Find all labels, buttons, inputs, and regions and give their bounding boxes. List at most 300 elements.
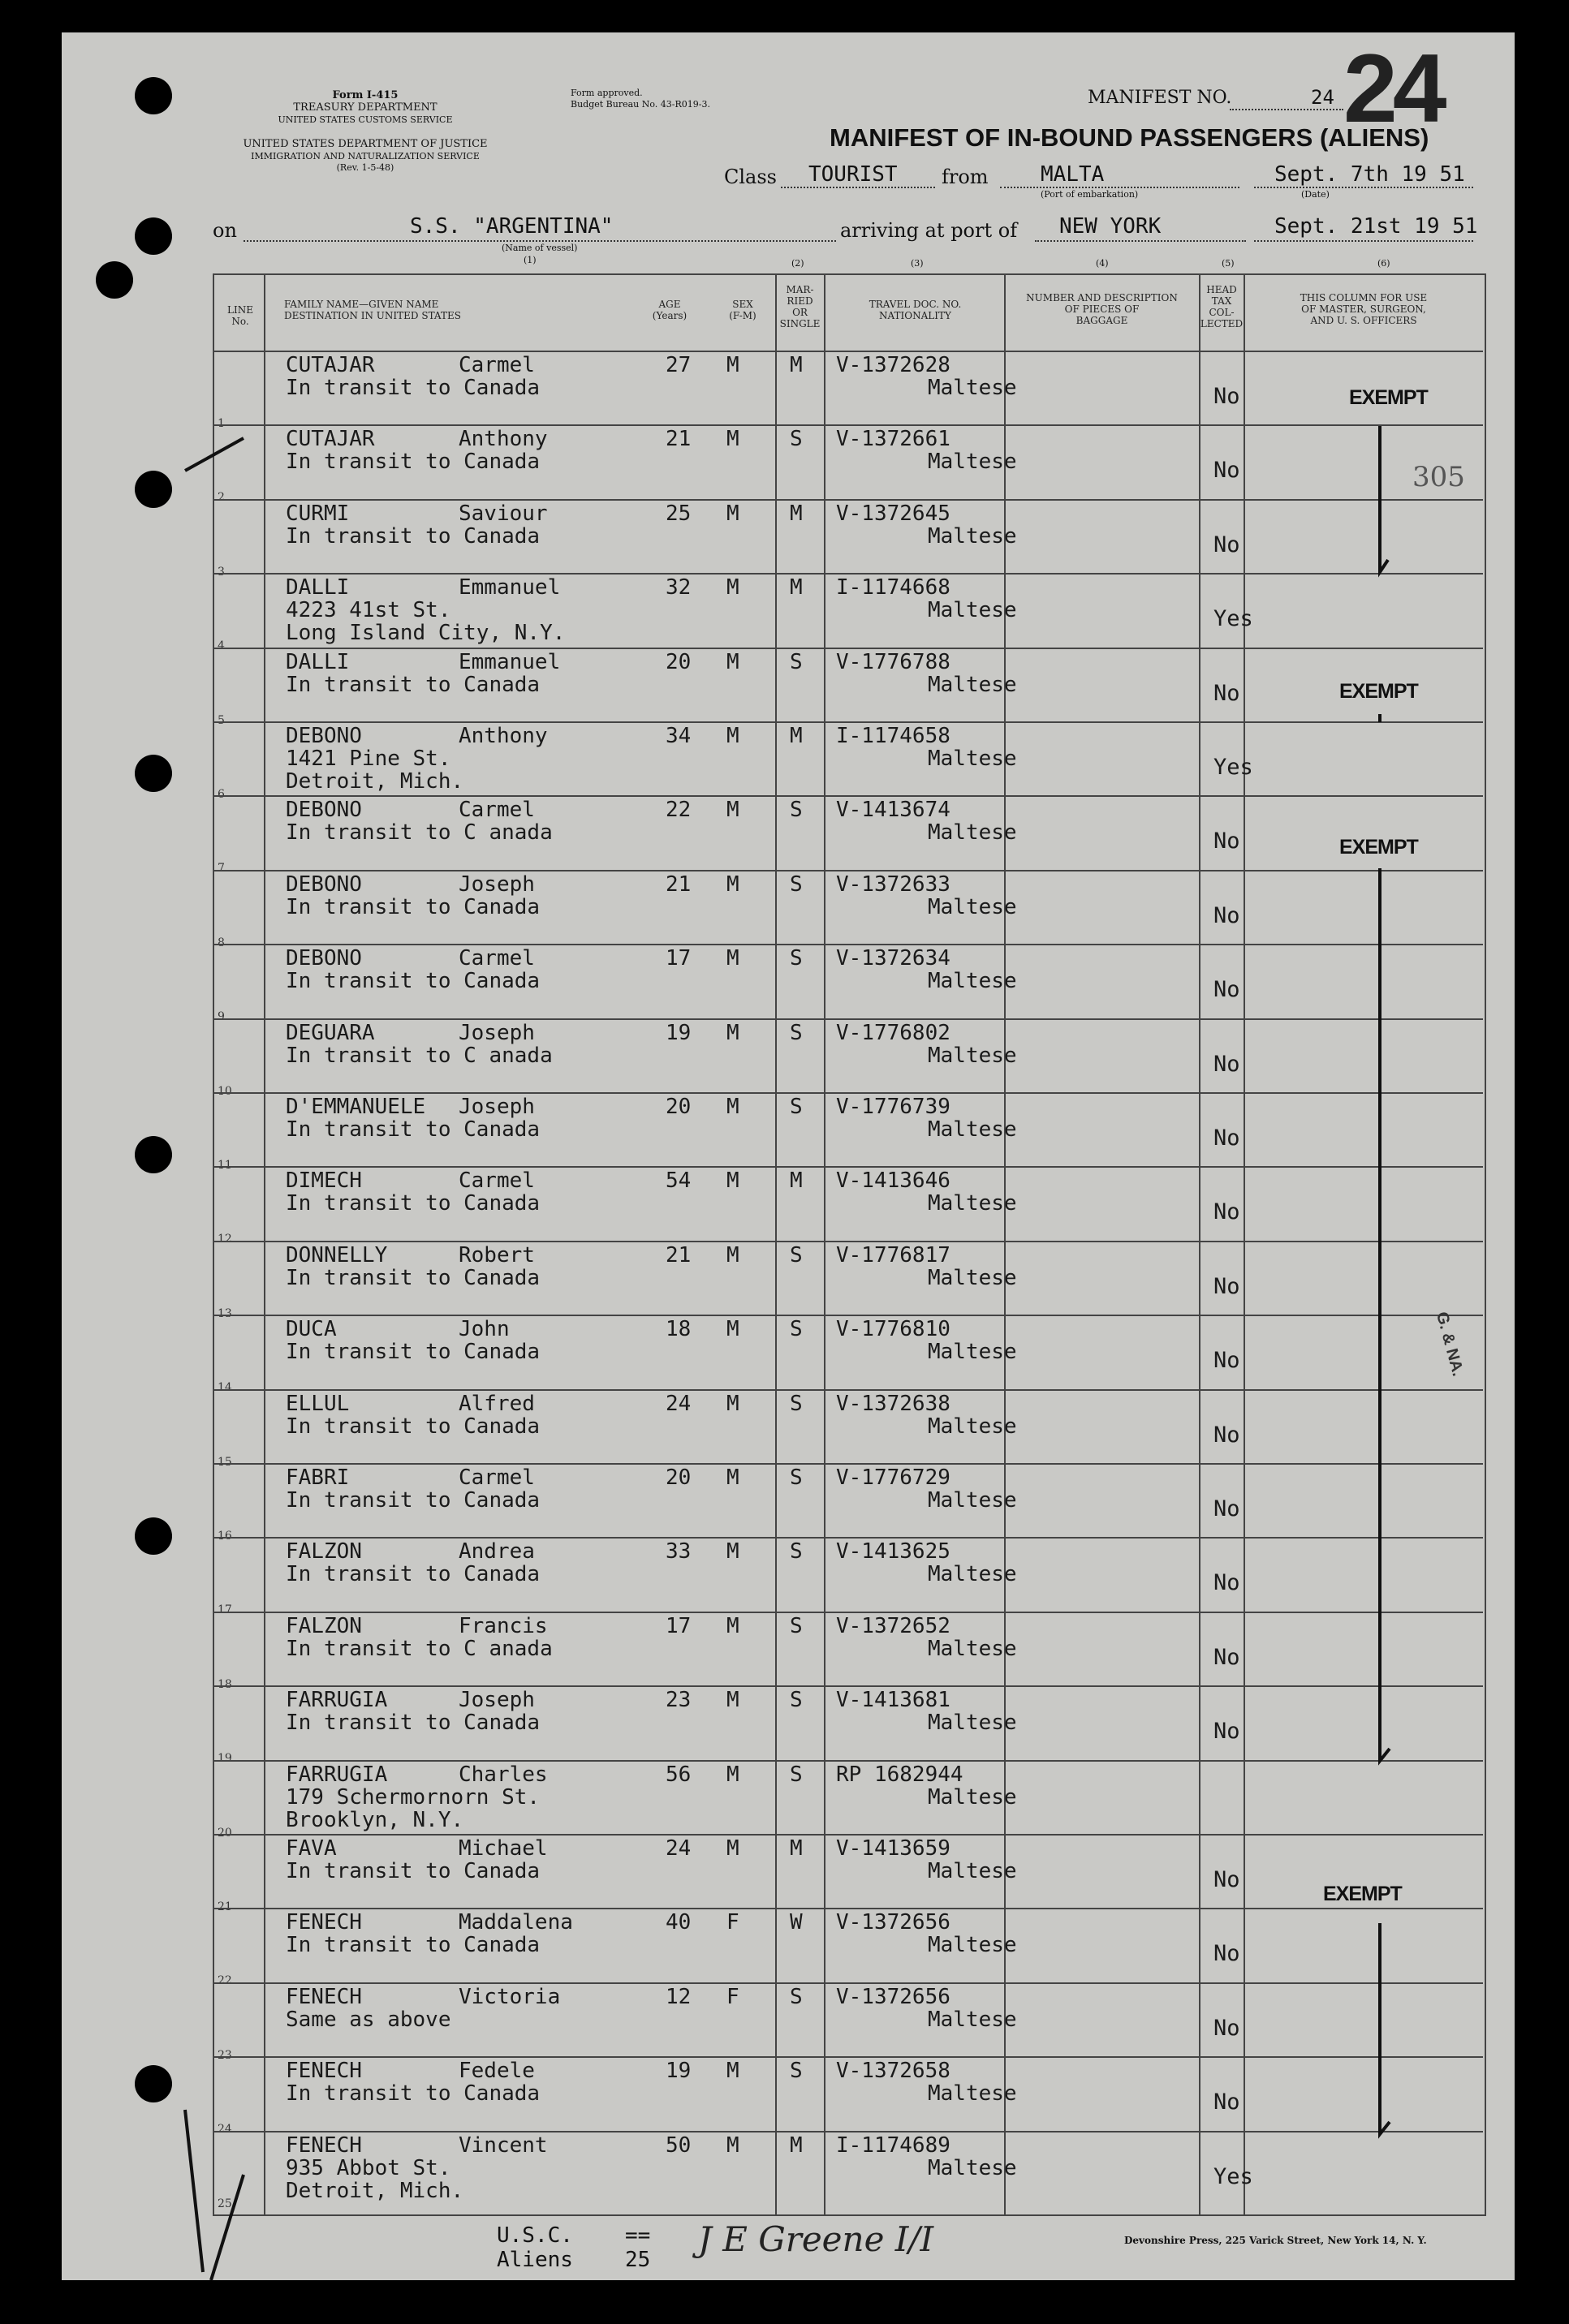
usc-value: ==: [625, 2223, 651, 2248]
travel-doc-no: V-1776810: [836, 1317, 950, 1342]
customs-service: UNITED STATES CUSTOMS SERVICE: [278, 114, 453, 125]
sex: M: [726, 1539, 739, 1564]
line-number: 5: [218, 713, 225, 727]
col-head-tax: HEAD TAX COL- LECTED: [1200, 284, 1244, 329]
head-tax: No: [1213, 977, 1240, 1003]
col-officers: THIS COLUMN FOR USE OF MASTER, SURGEON, AND U. S. OFFICERS: [1300, 292, 1428, 326]
line-number: 25: [218, 2197, 232, 2210]
age: 17: [666, 1613, 692, 1638]
travel-doc-no: V-1776739: [836, 1095, 950, 1119]
destination-line2: Long Island City, N.Y.: [286, 621, 566, 646]
destination: In transit to Canada: [286, 672, 541, 697]
sex: M: [726, 353, 739, 377]
family-name: DONNELLY: [286, 1242, 388, 1267]
marital-status: M: [790, 1836, 803, 1861]
destination: In transit to Canada: [286, 1933, 541, 1958]
marital-status: M: [790, 353, 803, 377]
marital-status: S: [790, 1465, 803, 1490]
travel-doc-no: V-1413674: [836, 798, 950, 823]
destination: In transit to Canada: [286, 1562, 541, 1587]
family-name: ELLUL: [286, 1391, 350, 1416]
aliens-value: 25: [625, 2248, 651, 2272]
destination: In transit to Canada: [286, 450, 541, 475]
nationality: Maltese: [928, 1711, 1017, 1736]
destination: In transit to Canada: [286, 1414, 541, 1439]
line-number: 3: [218, 565, 225, 579]
given-name: Anthony: [459, 724, 548, 748]
travel-doc-no: V-1413646: [836, 1168, 950, 1194]
family-name: FALZON: [286, 1539, 362, 1564]
age: 17: [666, 946, 692, 971]
sex: M: [726, 1391, 739, 1416]
travel-doc-no: V-1776788: [836, 649, 950, 674]
line-number: 23: [218, 2048, 232, 2062]
sex: M: [726, 946, 739, 971]
age: 32: [666, 575, 692, 600]
sex: M: [726, 501, 739, 526]
exempt-bracket: [1380, 1923, 1390, 2134]
age: 24: [666, 1391, 692, 1416]
line-number: 19: [218, 1752, 232, 1766]
age: 27: [666, 353, 692, 377]
nationality: Maltese: [928, 2007, 1017, 2032]
age: 20: [666, 649, 692, 674]
class-label: Class: [724, 166, 777, 188]
nationality: Maltese: [928, 672, 1017, 697]
sex: M: [726, 1613, 739, 1638]
sex: F: [726, 1910, 739, 1935]
family-name: DALLI: [286, 649, 350, 674]
destination-line2: Detroit, Mich.: [286, 2178, 464, 2203]
age: 20: [666, 1465, 692, 1490]
given-name: Carmel: [459, 946, 535, 971]
destination: In transit to Canada: [286, 894, 541, 919]
head-tax: No: [1213, 680, 1240, 706]
given-name: Andrea: [459, 1539, 535, 1564]
given-name: Emmanuel: [459, 575, 561, 600]
line-number: 22: [218, 1974, 232, 1988]
given-name: Fedele: [459, 2059, 535, 2084]
line-number: 21: [218, 1900, 232, 1913]
vessel-name: S.S. "ARGENTINA": [410, 214, 614, 239]
age: 21: [666, 427, 692, 452]
family-name: FARRUGIA: [286, 1688, 388, 1713]
age: 22: [666, 798, 692, 823]
manifest-no-label: MANIFEST NO.: [1088, 88, 1232, 108]
age: 33: [666, 1539, 692, 1564]
marital-status: M: [790, 724, 803, 748]
given-name: Carmel: [459, 1465, 535, 1490]
form-approved: Form approved.: [571, 88, 643, 98]
age: 23: [666, 1688, 692, 1713]
family-name: CUTAJAR: [286, 353, 375, 377]
sex: M: [726, 1020, 739, 1045]
given-name: Carmel: [459, 1168, 535, 1194]
head-tax: No: [1213, 1867, 1240, 1892]
sex: M: [726, 872, 739, 897]
given-name: Alfred: [459, 1391, 535, 1416]
destination: In transit to Canada: [286, 376, 541, 400]
marital-status: S: [790, 1391, 803, 1416]
line-number: 2: [218, 491, 225, 505]
justice-department: UNITED STATES DEPARTMENT OF JUSTICE: [243, 138, 488, 150]
marital-status: S: [790, 1539, 803, 1564]
nationality: Maltese: [928, 1784, 1017, 1810]
arrival-port: NEW YORK: [1059, 214, 1162, 239]
family-name: FENECH: [286, 1910, 362, 1935]
destination: In transit to Canada: [286, 523, 541, 549]
destination: In transit to C anada: [286, 820, 553, 846]
given-name: Carmel: [459, 798, 535, 823]
given-name: Maddalena: [459, 1910, 573, 1935]
given-name: Victoria: [459, 1984, 561, 2009]
family-name: DEBONO: [286, 946, 362, 971]
age: 19: [666, 2059, 692, 2084]
budget-bureau: Budget Bureau No. 43-R019-3.: [571, 99, 711, 110]
head-tax: No: [1213, 1051, 1240, 1077]
col-name-destination: FAMILY NAME—GIVEN NAME DESTINATION IN UNITED STATES: [284, 299, 461, 321]
age: 25: [666, 501, 692, 526]
from-value: MALTA: [1041, 162, 1105, 187]
family-name: FAVA: [286, 1836, 337, 1861]
exempt-stamp: EXEMPT: [1349, 386, 1428, 409]
nationality: Maltese: [928, 1488, 1017, 1513]
col-num-4: (4): [1096, 258, 1109, 269]
head-tax: Yes: [1213, 606, 1253, 632]
family-name: FALZON: [286, 1613, 362, 1638]
destination: 179 Schermornorn St.: [286, 1784, 541, 1810]
number-stamp: 305: [1412, 461, 1465, 493]
destination: Same as above: [286, 2007, 451, 2032]
arrival-date: Sept. 21st 19 51: [1274, 214, 1478, 239]
vessel-col-number: (1): [524, 255, 537, 265]
nationality: Maltese: [928, 450, 1017, 475]
destination-line2: Brooklyn, N.Y.: [286, 1807, 464, 1832]
sex: M: [726, 1242, 739, 1267]
line-number: 7: [218, 862, 225, 876]
line-number: 1: [218, 417, 225, 430]
nationality: Maltese: [928, 2155, 1017, 2180]
given-name: Saviour: [459, 501, 548, 526]
marital-status: S: [790, 1688, 803, 1713]
destination: In transit to Canada: [286, 1191, 541, 1216]
line-number: 13: [218, 1306, 232, 1320]
on-label: on: [213, 219, 237, 242]
family-name: DIMECH: [286, 1168, 362, 1194]
marital-status: S: [790, 2059, 803, 2084]
nationality: Maltese: [928, 1117, 1017, 1142]
head-tax: No: [1213, 1941, 1240, 1967]
travel-doc-no: I-1174658: [836, 724, 950, 748]
embark-date: Sept. 7th 19 51: [1274, 162, 1465, 187]
sex: M: [726, 649, 739, 674]
given-name: Francis: [459, 1613, 548, 1638]
head-tax: No: [1213, 1348, 1240, 1374]
destination: In transit to C anada: [286, 1636, 553, 1661]
given-name: Vincent: [459, 2132, 548, 2158]
travel-doc-no: V-1776729: [836, 1465, 950, 1490]
family-name: DEGUARA: [286, 1020, 375, 1045]
printer-credit: Devonshire Press, 225 Varick Street, New York 14, N. Y.: [1124, 2235, 1427, 2246]
head-tax: No: [1213, 1644, 1240, 1670]
nationality: Maltese: [928, 376, 1017, 400]
sex: M: [726, 575, 739, 600]
family-name: FENECH: [286, 2132, 362, 2158]
nationality: Maltese: [928, 1191, 1017, 1216]
family-name: DEBONO: [286, 724, 362, 748]
line-number: 14: [218, 1381, 232, 1395]
manifest-title: MANIFEST OF IN-BOUND PASSENGERS (ALIENS): [830, 123, 1429, 152]
given-name: Anthony: [459, 427, 548, 452]
given-name: Joseph: [459, 1095, 535, 1119]
marital-status: S: [790, 1020, 803, 1045]
age: 24: [666, 1836, 692, 1861]
destination: In transit to Canada: [286, 1265, 541, 1290]
destination: In transit to Canada: [286, 1340, 541, 1365]
col-baggage: NUMBER AND DESCRIPTION OF PIECES OF BAGGAGE: [1026, 292, 1178, 326]
col-num-6: (6): [1377, 258, 1390, 269]
destination: In transit to Canada: [286, 969, 541, 994]
marital-status: S: [790, 872, 803, 897]
travel-doc-no: I-1174689: [836, 2132, 950, 2158]
aliens-label: Aliens: [497, 2248, 573, 2272]
given-name: John: [459, 1317, 510, 1342]
form-number: Form I-415: [332, 89, 399, 101]
sex: F: [726, 1984, 739, 2009]
line-number: 9: [218, 1010, 225, 1024]
head-tax: No: [1213, 1273, 1240, 1299]
travel-doc-no: V-1372645: [836, 501, 950, 526]
family-name: DEBONO: [286, 798, 362, 823]
col-num-3: (3): [911, 258, 924, 269]
nationality: Maltese: [928, 1340, 1017, 1365]
head-tax: No: [1213, 1199, 1240, 1225]
head-tax: Yes: [1213, 2163, 1253, 2189]
destination-line2: Detroit, Mich.: [286, 769, 464, 794]
exempt-stamp: EXEMPT: [1323, 1883, 1402, 1905]
col-num-2: (2): [791, 258, 804, 269]
exempt-stamp: EXEMPT: [1339, 680, 1418, 703]
col-married: MAR- RIED OR SINGLE: [779, 284, 821, 329]
age: 21: [666, 872, 692, 897]
travel-doc-no: V-1372634: [836, 946, 950, 971]
line-number: 11: [218, 1159, 232, 1172]
vessel-caption: (Name of vessel): [502, 243, 578, 253]
line-number: 6: [218, 788, 225, 801]
line-number: 12: [218, 1233, 232, 1246]
family-name: FENECH: [286, 1984, 362, 2009]
head-tax: No: [1213, 532, 1240, 557]
sex: M: [726, 1762, 739, 1787]
nationality: Maltese: [928, 747, 1017, 771]
travel-doc-no: V-1372633: [836, 872, 950, 897]
manifest-no-stamp: 24: [1343, 34, 1442, 143]
marital-status: S: [790, 946, 803, 971]
col-travel-doc: TRAVEL DOC. NO. NATIONALITY: [869, 299, 962, 321]
line-number: 24: [218, 2123, 232, 2137]
nationality: Maltese: [928, 969, 1017, 994]
usc-label: U.S.C.: [497, 2223, 573, 2248]
destination: In transit to Canada: [286, 2081, 541, 2107]
line-number: 15: [218, 1455, 232, 1469]
family-name: FENECH: [286, 2059, 362, 2084]
marital-status: W: [790, 1910, 803, 1935]
destination: 935 Abbot St.: [286, 2155, 451, 2180]
nationality: Maltese: [928, 1265, 1017, 1290]
travel-doc-no: V-1372656: [836, 1910, 950, 1935]
sex: M: [726, 1168, 739, 1194]
sex: M: [726, 798, 739, 823]
family-name: DUCA: [286, 1317, 337, 1342]
given-name: Charles: [459, 1762, 548, 1787]
travel-doc-no: V-1413625: [836, 1539, 950, 1564]
age: 50: [666, 2132, 692, 2158]
col-num-5: (5): [1222, 258, 1235, 269]
destination: 4223 41st St.: [286, 598, 451, 623]
head-tax: No: [1213, 1496, 1240, 1521]
family-name: CUTAJAR: [286, 427, 375, 452]
travel-doc-no: V-1776817: [836, 1242, 950, 1267]
given-name: Carmel: [459, 353, 535, 377]
marital-status: S: [790, 1984, 803, 2009]
family-name: FABRI: [286, 1465, 350, 1490]
head-tax: No: [1213, 902, 1240, 928]
sex: M: [726, 1688, 739, 1713]
age: 54: [666, 1168, 692, 1194]
col-age: AGE (Years): [652, 299, 688, 321]
ins-service: IMMIGRATION AND NATURALIZATION SERVICE: [251, 151, 480, 161]
head-tax: No: [1213, 1422, 1240, 1448]
marital-status: S: [790, 1762, 803, 1787]
travel-doc-no: V-1372658: [836, 2059, 950, 2084]
col-line-no: LINE No.: [227, 304, 253, 327]
destination: In transit to Canada: [286, 1117, 541, 1142]
family-name: FARRUGIA: [286, 1762, 388, 1787]
line-number: 4: [218, 639, 225, 653]
age: 20: [666, 1095, 692, 1119]
travel-doc-no: V-1372661: [836, 427, 950, 452]
family-name: D'EMMANUELE: [286, 1095, 426, 1119]
marital-status: S: [790, 1095, 803, 1119]
given-name: Joseph: [459, 1688, 535, 1713]
nationality: Maltese: [928, 1933, 1017, 1958]
nationality: Maltese: [928, 523, 1017, 549]
sex: M: [726, 1095, 739, 1119]
line-number: 17: [218, 1603, 232, 1617]
family-name: DALLI: [286, 575, 350, 600]
age: 40: [666, 1910, 692, 1935]
from-label: from: [942, 166, 989, 188]
head-tax: Yes: [1213, 755, 1253, 780]
treasury-department: TREASURY DEPARTMENT: [293, 101, 438, 114]
side-note: G. & NA.: [1432, 1310, 1468, 1379]
travel-doc-no: V-1372652: [836, 1613, 950, 1638]
head-tax: No: [1213, 828, 1240, 854]
nationality: Maltese: [928, 1043, 1017, 1068]
sex: M: [726, 427, 739, 452]
exempt-bracket: [1380, 426, 1388, 572]
sex: M: [726, 1317, 739, 1342]
marital-status: S: [790, 1242, 803, 1267]
marital-status: M: [790, 575, 803, 600]
sex: M: [726, 724, 739, 748]
line-number: 10: [218, 1084, 232, 1098]
family-name: CURMI: [286, 501, 350, 526]
sex: M: [726, 2059, 739, 2084]
nationality: Maltese: [928, 820, 1017, 846]
date-caption: (Date): [1301, 189, 1330, 200]
given-name: Emmanuel: [459, 649, 561, 674]
nationality: Maltese: [928, 1859, 1017, 1883]
destination: In transit to Canada: [286, 1711, 541, 1736]
nationality: Maltese: [928, 1636, 1017, 1661]
sex: M: [726, 2132, 739, 2158]
sex: M: [726, 1465, 739, 1490]
head-tax: No: [1213, 1125, 1240, 1151]
destination: 1421 Pine St.: [286, 747, 451, 771]
destination: In transit to Canada: [286, 1859, 541, 1883]
travel-doc-no: V-1372656: [836, 1984, 950, 2009]
head-tax: No: [1213, 1570, 1240, 1596]
head-tax: No: [1213, 384, 1240, 409]
travel-doc-no: RP 1682944: [836, 1762, 963, 1787]
line-number: 8: [218, 936, 225, 949]
manifest-no-value: 24: [1311, 86, 1334, 109]
marital-status: S: [790, 798, 803, 823]
line-number: 20: [218, 1826, 232, 1840]
marital-status: M: [790, 501, 803, 526]
marital-status: S: [790, 1317, 803, 1342]
port-caption: (Port of embarkation): [1041, 189, 1139, 200]
age: 56: [666, 1762, 692, 1787]
nationality: Maltese: [928, 598, 1017, 623]
age: 21: [666, 1242, 692, 1267]
nationality: Maltese: [928, 2081, 1017, 2107]
head-tax: No: [1213, 2015, 1240, 2041]
age: 34: [666, 724, 692, 748]
travel-doc-no: V-1413681: [836, 1688, 950, 1713]
nationality: Maltese: [928, 894, 1017, 919]
destination: In transit to C anada: [286, 1043, 553, 1068]
revision: (Rev. 1-5-48): [336, 162, 394, 173]
travel-doc-no: V-1372638: [836, 1391, 950, 1416]
exempt-stamp: EXEMPT: [1339, 836, 1418, 859]
given-name: Robert: [459, 1242, 535, 1267]
travel-doc-no: V-1776802: [836, 1020, 950, 1045]
marital-status: M: [790, 2132, 803, 2158]
nationality: Maltese: [928, 1562, 1017, 1587]
nationality: Maltese: [928, 1414, 1017, 1439]
officer-signature: J E Greene I/I: [698, 2219, 934, 2259]
sex: M: [726, 1836, 739, 1861]
head-tax: No: [1213, 458, 1240, 484]
age: 12: [666, 1984, 692, 2009]
head-tax: No: [1213, 1719, 1240, 1745]
travel-doc-no: V-1413659: [836, 1836, 950, 1861]
line-number: 16: [218, 1530, 232, 1543]
given-name: Joseph: [459, 872, 535, 897]
given-name: Joseph: [459, 1020, 535, 1045]
marital-status: M: [790, 1168, 803, 1194]
marital-status: S: [790, 1613, 803, 1638]
head-tax: No: [1213, 2089, 1240, 2115]
destination: In transit to Canada: [286, 1488, 541, 1513]
line-number: 18: [218, 1677, 232, 1691]
exempt-bracket: [1380, 868, 1390, 1761]
age: 18: [666, 1317, 692, 1342]
class-value: TOURIST: [808, 162, 898, 187]
given-name: Michael: [459, 1836, 548, 1861]
